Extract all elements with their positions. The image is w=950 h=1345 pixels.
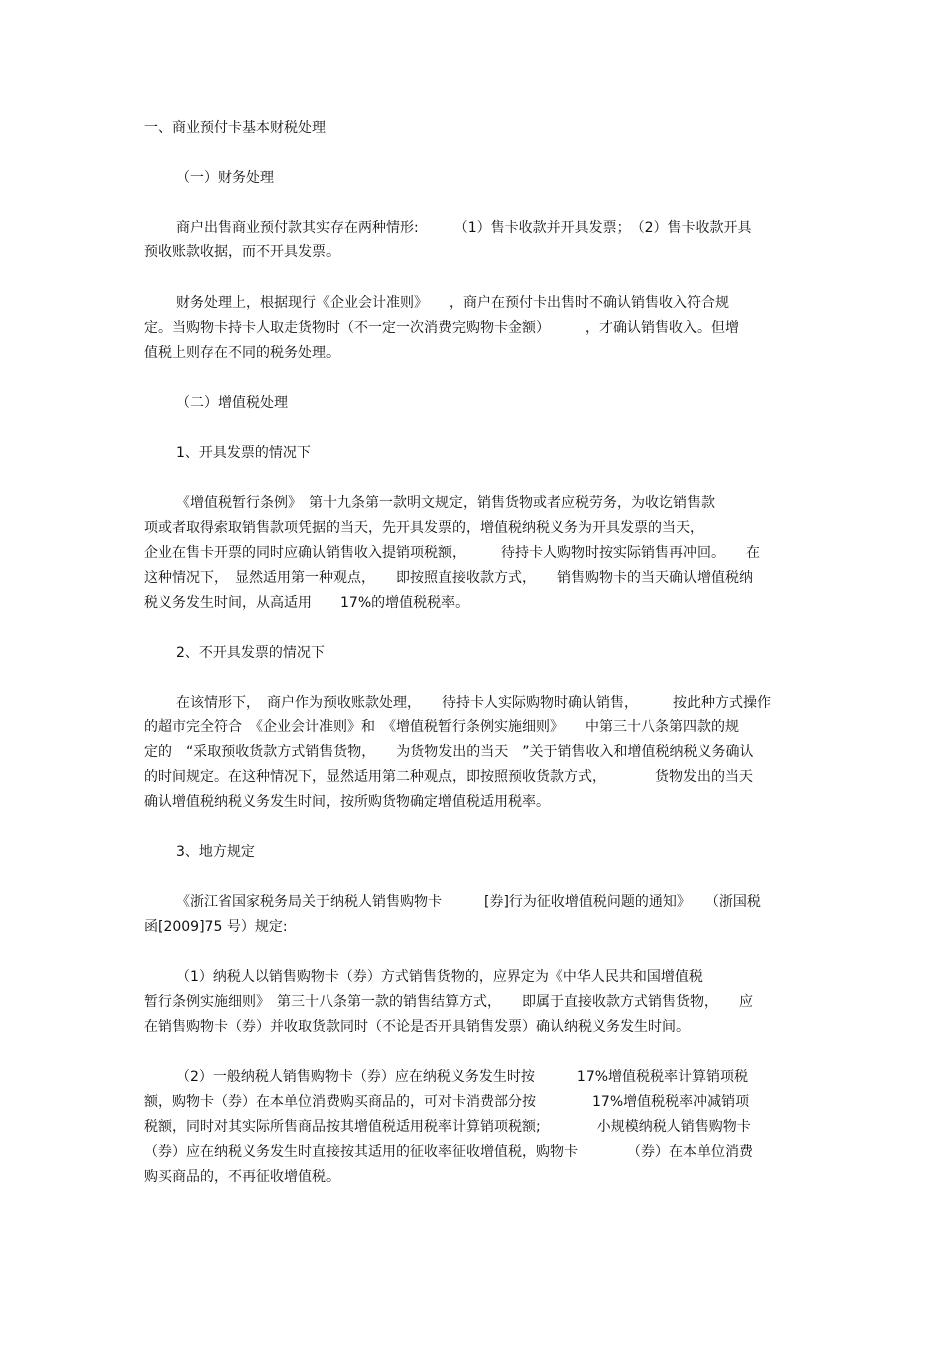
paragraph-line: 定。当购物卡持卡人取走货物时（不一定一次消费完购物卡金额） ，才确认销售收入。但增: [144, 320, 739, 336]
paragraph-line: 在该情形下， 商户作为预收账款处理， 待持卡人实际购物时确认销售， 按此种方式操作: [176, 695, 771, 711]
paragraph-line: 确认增值税纳税义务发生时间，按所购货物确定增值税适用税率。: [144, 794, 550, 810]
paragraph-line: 在销售购物卡（券）并收取货款同时（不论是否开具销售发票）确认纳税义务发生时间。: [144, 1019, 690, 1035]
subsection-heading: （一）财务处理: [176, 170, 274, 186]
item-heading: 3、地方规定: [176, 844, 255, 860]
paragraph-line: 商户出售商业预付款其实存在两种情形: （1）售卡收款并开具发票； （2）售卡收款开具: [176, 220, 752, 236]
paragraph-line: 这种情况下， 显然适用第一种观点， 即按照直接收款方式， 销售购物卡的当天确认增值税纳: [144, 570, 753, 586]
paragraph-line: （2）一般纳税人销售购物卡（券）应在纳税义务发生时按 17%增值税税率计算销项税: [176, 1069, 749, 1085]
item-heading: 2、不开具发票的情况下: [176, 645, 325, 661]
paragraph-line: 税义务发生时间，从高适用 17%的增值税税率。: [144, 595, 470, 611]
paragraph-line: 函[2009]75 号）规定:: [144, 919, 288, 935]
paragraph-line: 《浙江省国家税务局关于纳税人销售购物卡 [券]行为征收增值税问题的通知》 （浙国税: [176, 894, 761, 910]
paragraph-line: 购买商品的，不再征收增值税。: [144, 1169, 340, 1185]
paragraph-line: 预收账款收据，而不开具发票。: [144, 244, 340, 260]
item-heading: 1、开具发票的情况下: [176, 445, 311, 461]
section-heading: 一、商业预付卡基本财税处理: [144, 120, 326, 136]
subsection-heading: （二）增值税处理: [176, 395, 288, 411]
paragraph-line: 项或者取得索取销售款项凭据的当天，先开具发票的，增值税纳税义务为开具发票的当天，: [144, 520, 704, 536]
paragraph-line: 的时间规定。在这种情况下，显然适用第二种观点，即按照预收货款方式， 货物发出的当天: [144, 769, 753, 785]
paragraph-line: （1）纳税人以销售购物卡（券）方式销售货物的，应界定为《中华人民共和国增值税: [176, 969, 703, 985]
paragraph-line: 暂行条例实施细则》 第三十八条第一款的销售结算方式， 即属于直接收款方式销售货物， 应: [144, 994, 753, 1010]
paragraph-line: 定的 “采取预收货款方式销售货物， 为货物发出的当天 ”关于销售收入和增值税纳税义务确认: [144, 744, 754, 760]
paragraph-line: 《增值税暂行条例》 第十九条第一款明文规定，销售货物或者应税劳务，为收讫销售款: [176, 495, 715, 511]
paragraph-line: 税额，同时对其实际所售商品按其增值税适用税率计算销项税额; 小规模纳税人销售购物卡: [144, 1119, 751, 1135]
paragraph-line: 财务处理上，根据现行《企业会计准则》 ，商户在预付卡出售时不确认销售收入符合规: [176, 295, 729, 311]
paragraph-line: 企业在售卡开票的同时应确认销售收入提销项税额， 待持卡人购物时按实际销售再冲回。 在: [144, 545, 760, 561]
paragraph-line: 值税上则存在不同的税务处理。: [144, 345, 340, 361]
paragraph-line: 的超市完全符合 《企业会计准则》和 《增值税暂行条例实施细则》 中第三十八条第四款的规: [144, 719, 739, 735]
paragraph-line: 额，购物卡（券）在本单位消费购买商品的，可对卡消费部分按 17%增值税税率冲减销项: [144, 1094, 750, 1110]
paragraph-line: （券）应在纳税义务发生时直接按其适用的征收率征收增值税，购物卡 （券）在本单位消费: [144, 1144, 753, 1160]
